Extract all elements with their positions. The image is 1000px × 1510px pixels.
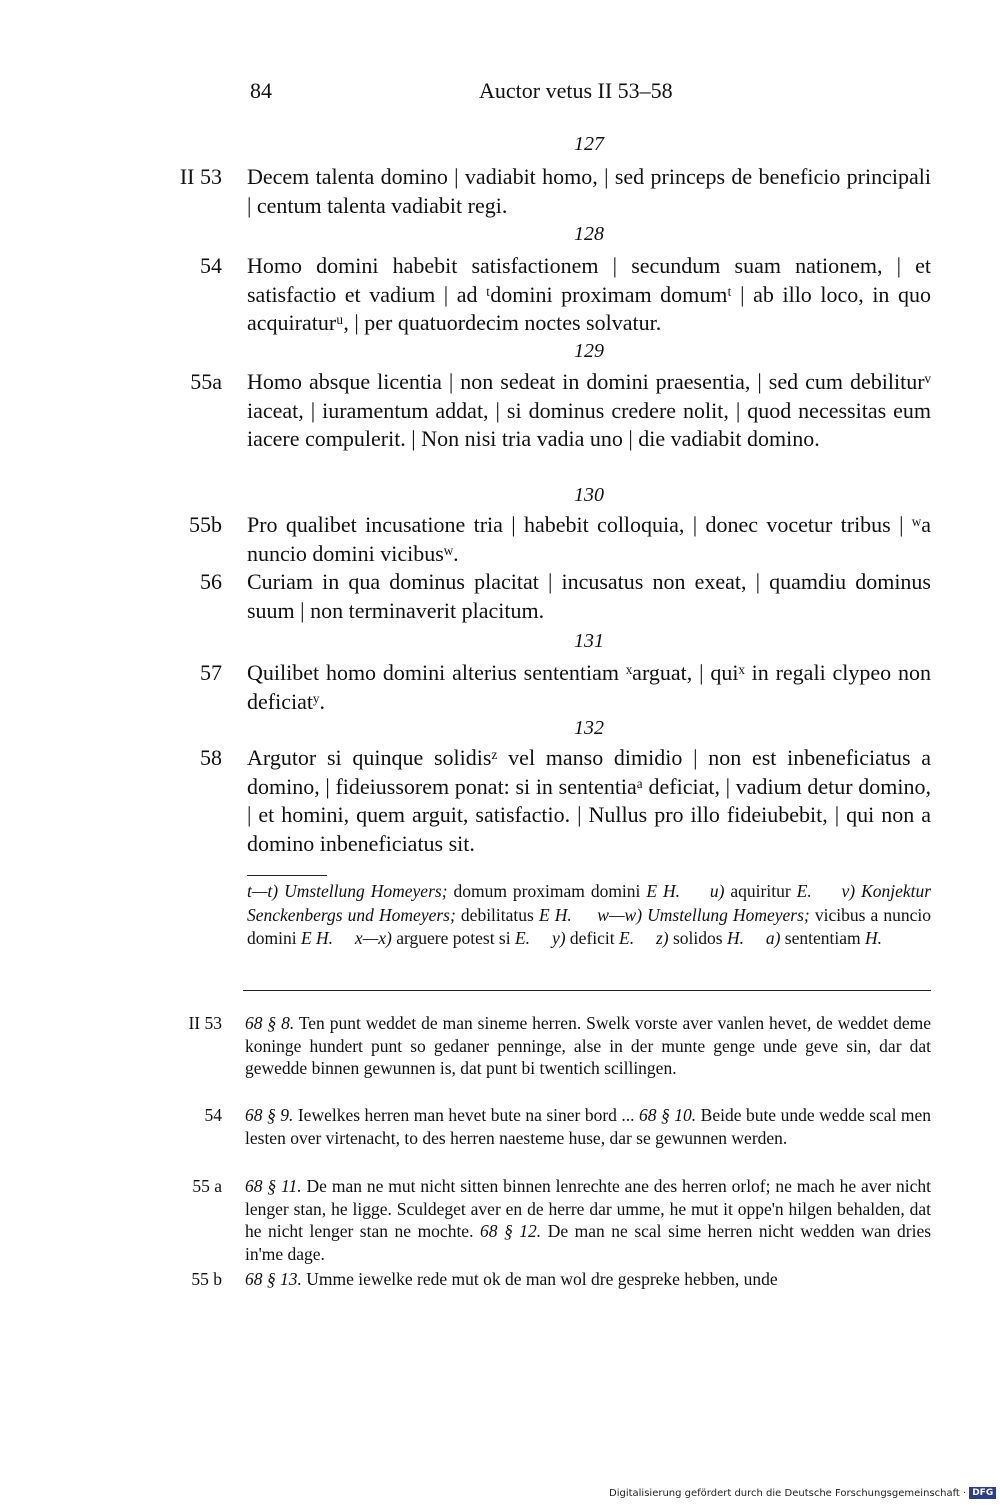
running-title: Auctor vetus II 53–58 xyxy=(479,78,673,103)
parallel-label: 54 xyxy=(204,1105,222,1125)
paragraph-label: 58 xyxy=(200,745,222,770)
paragraph-label: 57 xyxy=(200,660,222,685)
footnote: w—w) Umstellung Homeyers; vicibus a nuncio domini E H. xyxy=(247,904,931,948)
section-number: 130 xyxy=(574,484,604,506)
footnote: y) deficit E. xyxy=(551,928,635,948)
paragraph-label: 56 xyxy=(200,569,222,594)
paragraph-text: Argutor si quinque solidisᶻ vel manso dimidio | non est inbeneficiatus a domino, | fideiussorem ponat: si in sententiaᵃ deficiat, | vadium detur domino, | et homini, quem arguit, satisfactio. | Nullus pro illo fideiubebit, | qui non a domino inbeneficiatus sit. xyxy=(247,745,931,856)
footnote: t—t) Umstellung Homeyers; domum proximam domini E H. xyxy=(247,881,681,901)
paragraph-label: II 53 xyxy=(179,164,222,189)
footnote: a) sententiam H. xyxy=(765,928,882,948)
section-number: 132 xyxy=(574,717,604,739)
footnote: x—x) arguere potest si E. xyxy=(354,928,531,948)
paragraph-label: 54 xyxy=(200,253,222,278)
paragraph-label: 55b xyxy=(189,512,222,537)
parallel-label: 55 b xyxy=(191,1269,222,1289)
parallel-label: 55 a xyxy=(192,1176,222,1196)
footnote: v) Konjektur Senckenbergs und Homeyers; debilitatus E H. xyxy=(247,881,932,925)
footnote: z) solidos H. xyxy=(655,928,744,948)
paragraph-text: Homo absque licentia | non sedeat in domini praesentia, | sed cum debiliturᵛ iaceat, | iuramentum addat, | si dominus credere nolit, | quod necessitas eum iacere compulerit. | Non nisi tria vadia uno | die vadiabit domino. xyxy=(247,369,931,451)
page-number: 84 xyxy=(250,78,272,103)
dfg-logo: DFG xyxy=(969,1487,996,1499)
paragraph-text: Quilibet homo domini alterius sententiam ˣarguat, | quiˣ in regali clypeo non deficiatʸ. xyxy=(247,660,931,714)
paragraph-text: Pro qualibet incusatione tria | habebit colloquia, | donec vocetur tribus | ʷa nuncio domini vicibusʷ. xyxy=(247,512,931,566)
section-number: 131 xyxy=(574,630,604,652)
section-number: 129 xyxy=(574,340,604,362)
digitization-credit: Digitalisierung gefördert durch die Deutsche Forschungsgemeinschaft · DFG xyxy=(609,1487,996,1499)
section-number: 128 xyxy=(574,223,604,245)
paragraph-text: Homo domini habebit satisfactionem | secundum suam nationem, | et satisfactio et vadium | ad ᵗdomini proximam domumᵗ | ab illo loco, in quo acquiraturᵘ, | per quatuordecim noctes solvatur. xyxy=(247,253,931,335)
footnote: u) aquiritur E. xyxy=(709,881,812,901)
parallel-text: 68 § 13. Umme iewelke rede mut ok de man wol dre gespreke hebben, unde xyxy=(245,1269,778,1289)
parallel-text: 68 § 11. De man ne mut nicht sitten binnen lenrechte ane des herren orlof; ne mach he aver nicht lenger stan, he ligge. Sculdeget aver en de herre dar umme, he mut it oppe'n hilgen behalden, dat he nicht lenger stan ne mochte. 68 § 12. De man ne scal sime herren nicht wedden wan dries in'me dage. xyxy=(245,1176,932,1265)
parallel-label: II 53 xyxy=(188,1013,222,1033)
paragraph-text: Decem talenta domino | vadiabit homo, | sed princeps de beneficio principali | centum talenta vadiabit regi. xyxy=(247,164,931,218)
parallel-text: 68 § 8. Ten punt weddet de man sineme herren. Swelk vorste aver vanlen hevet, de weddet deme koninge hundert punt so gedaner penninge, alse in der munte genge unde geve sin, dar dat gewedde binnen gewunnen is, dat punt bi twentich scillingen. xyxy=(245,1013,931,1079)
parallel-text: 68 § 9. Iewelkes herren man hevet bute na siner bord ... 68 § 10. Beide bute unde wedde scal men lesten over virtenacht, to des herren naesteme huse, dar se gewunnen werden. xyxy=(245,1105,932,1148)
apparatus-rule xyxy=(243,990,931,991)
paragraph-text: Curiam in qua dominus placitat | incusatus non exeat, | quamdiu dominus suum | non terminaverit placitum. xyxy=(247,569,931,623)
section-number: 127 xyxy=(574,133,604,155)
footnotes xyxy=(247,880,931,951)
footnote-rule xyxy=(247,875,327,876)
paragraph-label: 55a xyxy=(190,369,222,394)
